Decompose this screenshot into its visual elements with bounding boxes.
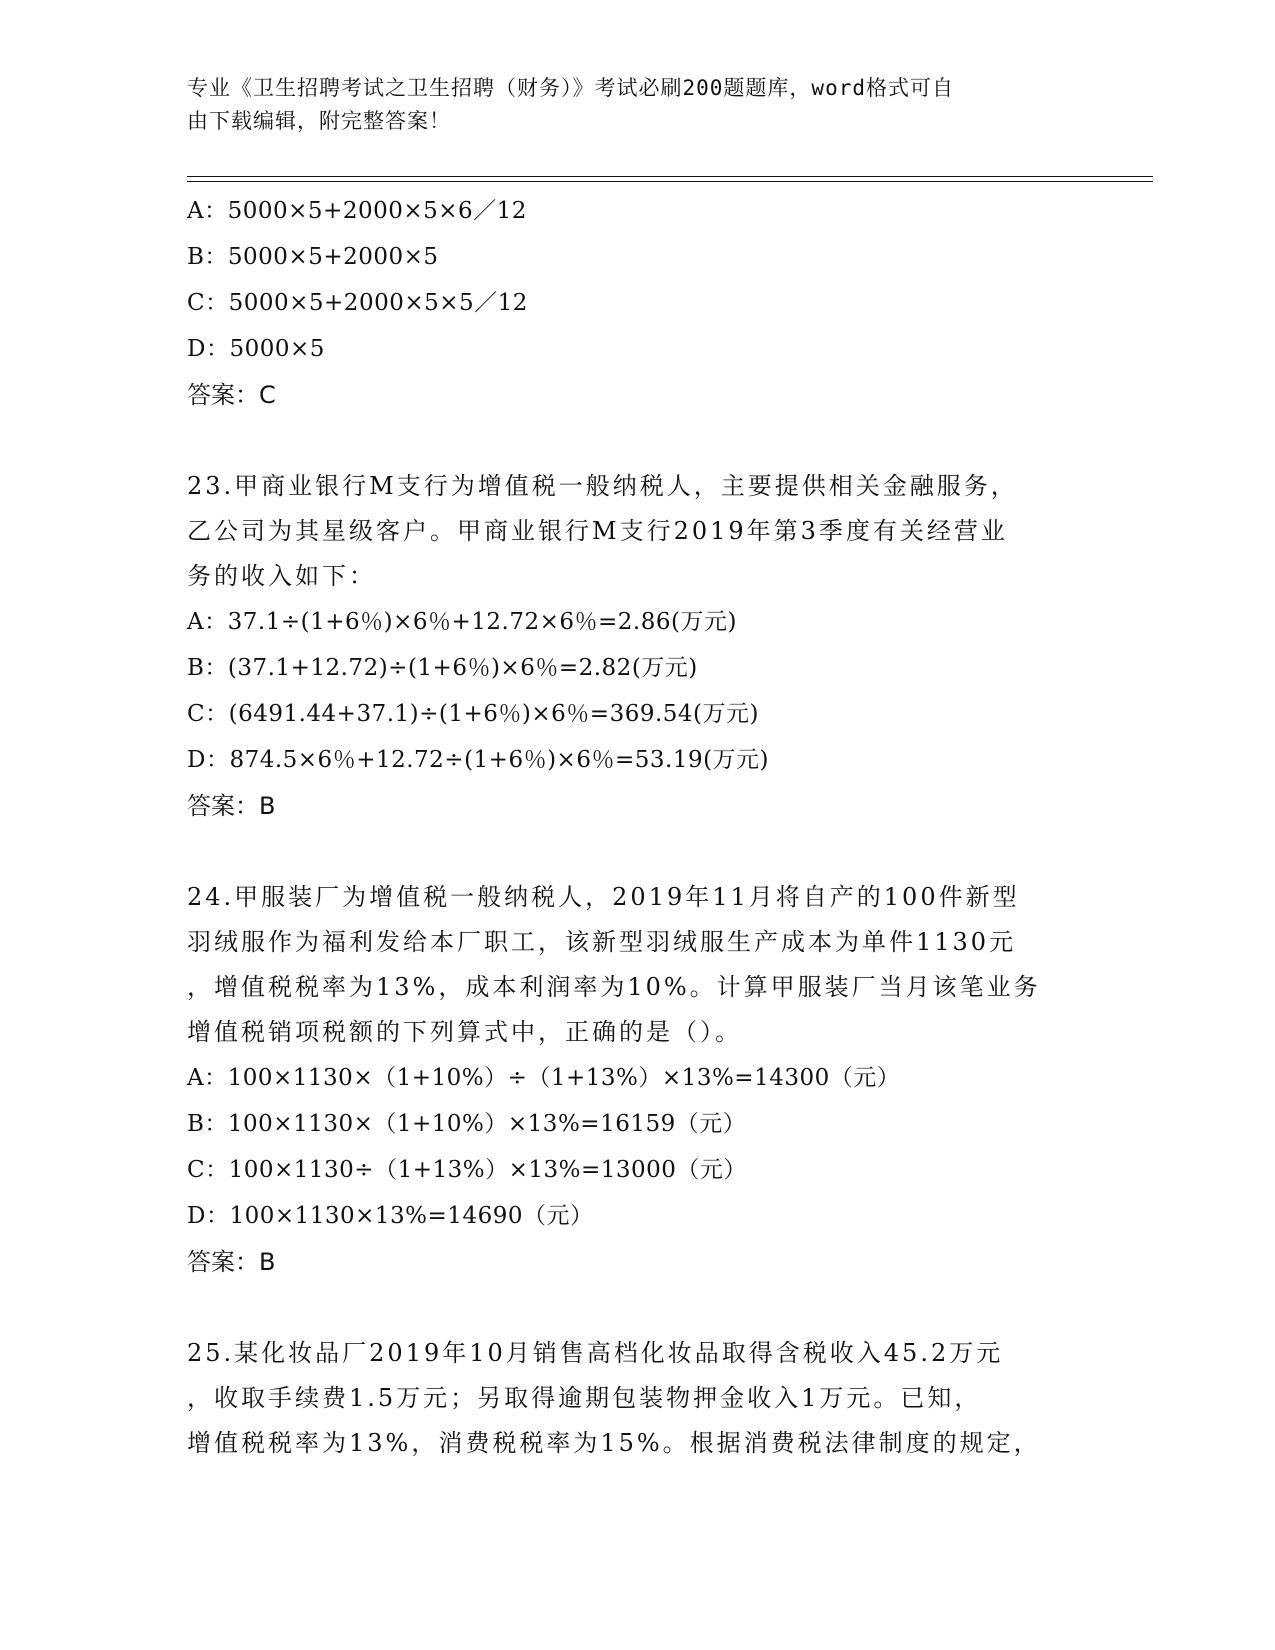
question-24-options xyxy=(187,1055,1087,1239)
stem-line: 25.某化妆品厂2019年10月销售高档化妆品取得含税收入45.2万元 xyxy=(187,1339,1004,1367)
option-a: A：5000×5+2000×5×6／12 xyxy=(187,198,527,224)
question-22-options xyxy=(187,188,1087,372)
stem-line: 增值税税率为13%，消费税税率为15%。根据消费税法律制度的规定， xyxy=(187,1429,1041,1457)
question-24 xyxy=(187,875,1087,1285)
option-b: B：5000×5+2000×5 xyxy=(187,244,439,270)
option-b: B：(37.1+12.72)÷(1+6％)×6％=2.82(万元) xyxy=(187,655,698,681)
option-d: D：100×1130×13%=14690（元） xyxy=(187,1203,594,1229)
stem-line: 24.甲服装厂为增值税一般纳税人，2019年11月将自产的100件新型 xyxy=(187,883,1020,911)
question-23-answer: 答案：B xyxy=(187,792,276,820)
question-24-stem xyxy=(187,875,1087,1055)
question-23-options xyxy=(187,599,1087,783)
option-b: B：100×1130×（1+10%）×13%=16159（元） xyxy=(187,1111,747,1137)
option-c: C：5000×5+2000×5×5／12 xyxy=(187,290,528,316)
question-23 xyxy=(187,464,1087,829)
option-c: C：100×1130÷（1+13%）×13%=13000（元） xyxy=(187,1157,747,1183)
question-23-stem xyxy=(187,464,1087,599)
question-24-answer: 答案：B xyxy=(187,1248,276,1276)
document-header xyxy=(187,72,1067,138)
question-25-stem xyxy=(187,1331,1087,1466)
stem-line: 23.甲商业银行M支行为增值税一般纳税人，主要提供相关金融服务， xyxy=(187,472,1018,500)
option-c: C：(6491.44+37.1)÷(1+6％)×6％=369.54(万元) xyxy=(187,701,759,727)
option-d: D：5000×5 xyxy=(187,336,325,362)
stem-line: ，增值税税率为13%，成本利润率为10%。计算甲服装厂当月该笔业务 xyxy=(187,973,1041,1001)
option-a: A：37.1÷(1+6％)×6％+12.72×6％=2.86(万元) xyxy=(187,609,737,635)
option-d: D：874.5×6％+12.72÷(1+6％)×6％=53.19(万元) xyxy=(187,747,770,773)
question-22-tail xyxy=(187,188,1087,418)
option-a: A：100×1130×（1+10%）÷（1+13%）×13%=14300（元） xyxy=(187,1065,901,1091)
question-22-answer: 答案：C xyxy=(187,381,276,409)
header-line-2: 由下载编辑，附完整答案！ xyxy=(187,109,451,133)
stem-line: 乙公司为其星级客户。甲商业银行M支行2019年第3季度有关经营业 xyxy=(187,517,1008,545)
stem-line: 增值税销项税额的下列算式中，正确的是（）。 xyxy=(187,1018,742,1046)
stem-line: ，收取手续费1.5万元；另取得逾期包装物押金收入1万元。已知， xyxy=(187,1384,982,1412)
stem-line: 务的收入如下： xyxy=(187,562,376,590)
header-divider-top xyxy=(187,176,1153,177)
header-divider-bottom xyxy=(187,181,1153,182)
question-25 xyxy=(187,1331,1087,1466)
header-line-1: 专业《卫生招聘考试之卫生招聘（财务）》考试必刷200题题库，word格式可自 xyxy=(187,76,954,100)
stem-line: 羽绒服作为福利发给本厂职工，该新型羽绒服生产成本为单件1130元 xyxy=(187,928,1017,956)
document-body xyxy=(187,188,1087,1466)
